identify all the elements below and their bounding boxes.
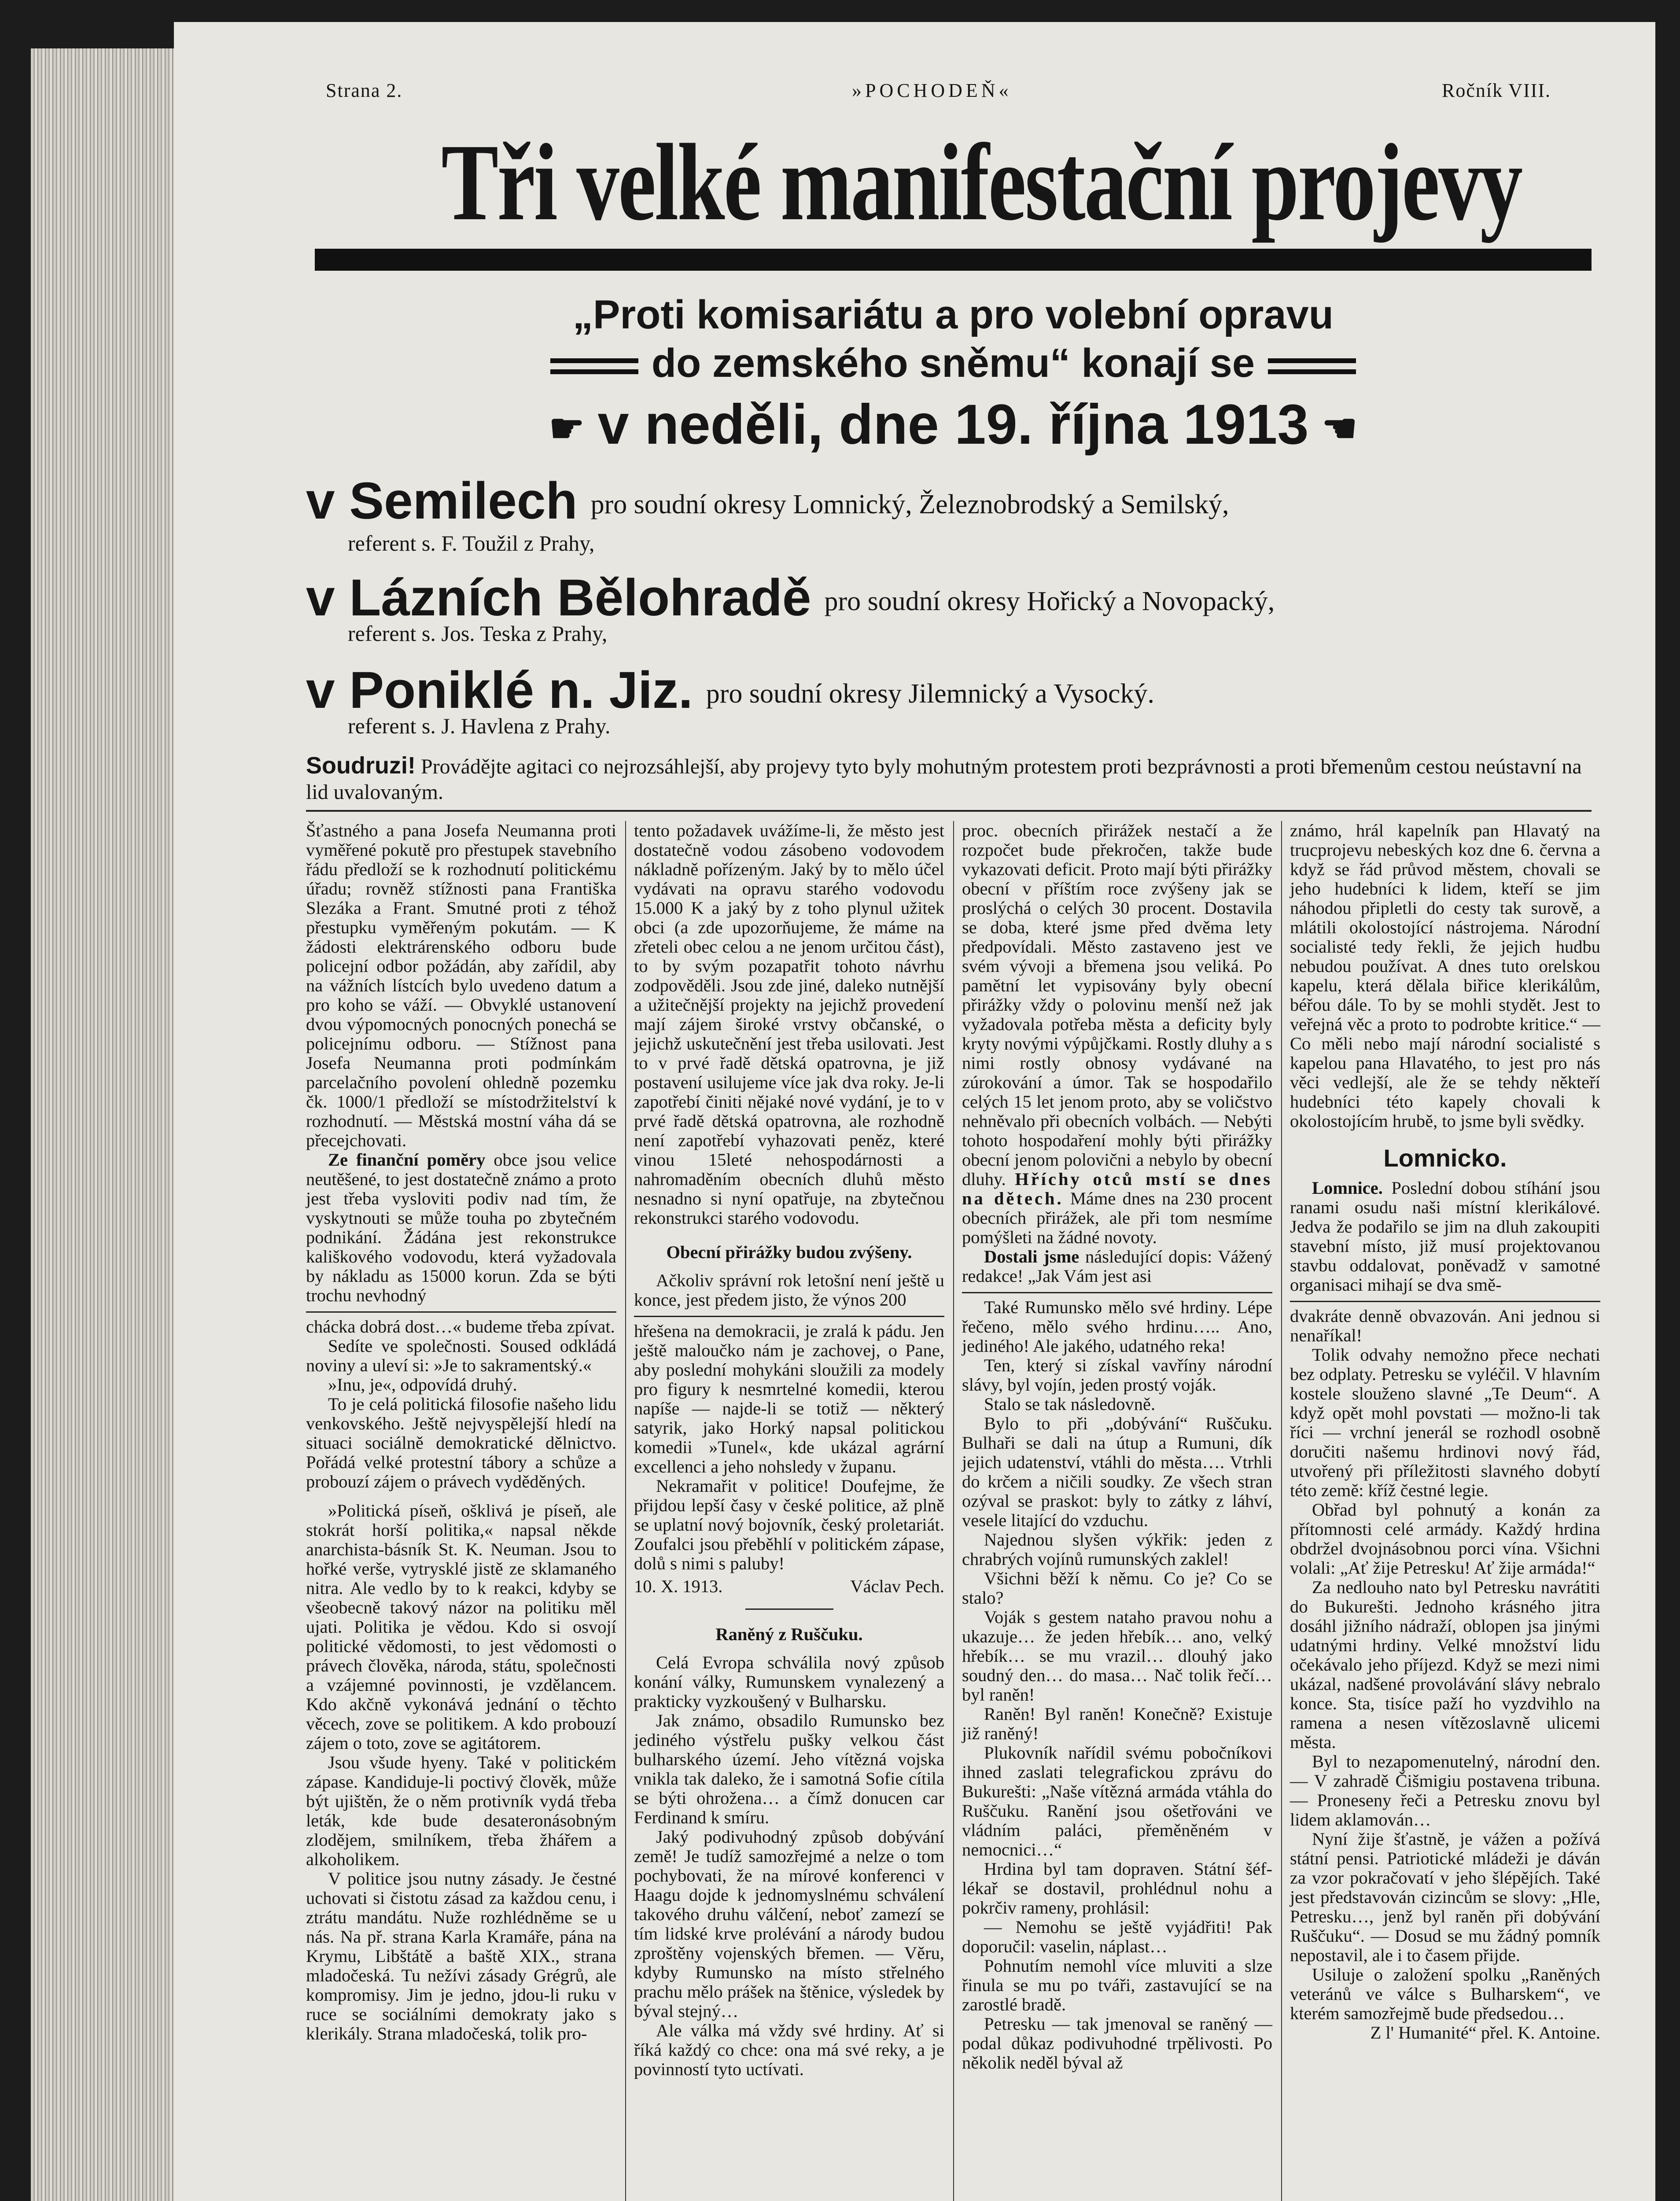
article-text: Raněn! Byl raněn! Konečně? Existuje již raněný! [962,1704,1272,1743]
column-divider [953,821,954,2201]
meeting-place: v Lázních Bělohradě [306,569,811,627]
meeting-place: v Semilech [306,472,578,530]
section-heading: Obecní přirážky budou zvýšeny. [666,1242,912,1262]
article-source: Z l' Humanité“ přel. K. Antoine. [1370,2023,1600,2043]
article-text: Jak známo, obsadilo Rumunsko bez jediného výstřelu pušky velkou část bulharského území. Jeho vítězná vojska vnikla tak daleko, že i samotná Sofie cítila se býti ohrožena… a čímž donucen car Ferdinand k smíru. [634,1711,944,1827]
appeal-text: Provádějte agitaci co nejrozsáhlejší, aby projevy tyto byly mohutným protestem proti bezprávnosti a proti břemenům cestou neústavní na lid uvalovaným. [306,755,1582,804]
article-text: Sedíte ve společnosti. Soused odkládá noviny a uleví si: »Je to sakramentský.« [306,1336,616,1375]
column-rule [306,1311,616,1313]
article-title: Raněný z Ruščuku. [715,1624,863,1644]
newspaper-page [174,22,1655,2201]
article-text: Ten, který si získal vavříny národní slávy, byl vojín, jeden prostý voják. [962,1355,1272,1395]
article-text: Obřad byl pohnutý a konán za přítomnosti celé armády. Každý hrdina obdržel dvojnásobnou porci vína. Všichni volali: „Ať žije Petresku! Ať žije armáda!“ [1290,1500,1600,1578]
subtitle-line-2: do zemského sněmu“ konají se [315,339,1592,387]
section-heading: Lomnicko. [1383,1144,1507,1172]
column-4 [1290,821,1600,2043]
article-text: Pohnutím nemohl více mluviti a slze řinula se mu po tváři, zastavující se na zarostlé bradě. [962,1956,1272,2014]
article-text: »Politická píseň, ošklivá je píseň, ale stokrát horší politika,« napsal někde anarchista-básník St. K. Neuman. Jsou to hořké verše, vytrysklé jistě ze sklamaného nitra. Ale vedlo by to k reakci, kdyby se všeobecně takový názor na politiku měl ujati. Politika je vědou. Kdo si osvojí politické vědomosti, to jest vědomosti o právech člověka, národa, státu, společnosti a vzájemné povinnosti, je vzdělancem. Kdo akčně vykonává jednání o těchto věcech, zove se politikem. A kdo probouzí zájem o toto, zove se agitátorem. [306,1501,616,1753]
article-text: Šťastného a pana Josefa Neumanna proti vyměřené pokutě pro přestupek stavebního řádu předloží se k rozhodnutí politickému úřadu; rovněž stížnosti pana Františka Slezáka a Frant. Smutné proti z téhož přestupku vyměřeným pokutám. — K žádosti elektrárenského odboru bude policejní odbor požádán, aby zařídil, aby na vážních lístcích bylo uvedeno datum a pro koho se váží. — Obvyklé ustanovení dvou výpomocných ponocných ponechá se policejnímu odboru. — Stížnost pana Josefa Neumanna proti podmínkám parcelačního povolení ohledně pozemku čk. 1000/1 předloží se místodržitelství k rozhodnutí. — Městská mostní váha dá se přecejchovati. [306,821,616,1150]
article-text: Ze finanční poměry obce jsou velice neutěšené, to jest dostatečně známo a proto jest třeba vysloviti podiv nad tím, že vyskytnouti se může touha po zbytečném podnikání. Žádána jest rekonstrukce kališkového vodovodu, která vyžadovala by nákladu as 15000 korun. Zda se býti trochu nevhodný [306,1150,616,1305]
column-rule [962,1292,1272,1293]
meeting-districts: pro soudní okresy Hořický a Novopacký, [824,586,1275,617]
article-text: chácka dobrá dost…« budeme třeba zpívat. [306,1317,615,1336]
meeting-semily [306,471,1229,531]
article-text: známo, hrál kapelník pan Hlavatý na trucprojevu nebeských koz dne 6. června a když se řád průvod městem, chovali se jeho hudebníci k lidem, kteří se jim náhodou připletli do cesty tak surově, a mlátili okolostojící nástrojema. Národní socialisté tedy řekli, že jejich hudbu nebudou používat. A dnes tuto orelskou kapelu, která dělala biřice klerikálům, béřou dále. To by se mohli stydět. Jest to veřejná věc a proto to podrobte kritice.“ — Co měli nebo mají národní socialisté s kapelou pana Hlavatého, to jest pro nás věci vedlejší, ale že se tehdy někteří hudebníci této kapely chovali k okolostojícím hrubě, to jsme byli svědky. [1290,821,1600,1131]
article-text: Najednou slyšen výkřik: jeden z chrabrých vojínů rumunských zaklel! [962,1530,1272,1569]
article-text: hřešena na demokracii, je zralá k pádu. Jen ještě maloučko nám je zachovej, o Pane, aby poslední mohykáni sloužili za modely pro figury k nesmrtelné komedii, kterou napíše — najde-li se totiž — některý satyrik, jako Horký napsal politickou komedii »Tunel«, kde ukázal agrární excellenci a jeho nohsledy v županu. [634,1321,944,1476]
meeting-districts: pro soudní okresy Jilemnický a Vysocký. [706,679,1155,709]
short-rule [745,1608,833,1610]
meeting-referent: referent s. J. Havlena z Prahy. [348,714,611,738]
article-text: Byl to nezapomenutelný, národní den. — V zahradě Čišmigiu postavena tribuna. — Proneseny řeči a Petresku znovu byl lidem aklamován… [1290,1752,1600,1829]
appeal [306,753,1592,805]
article-text: Také Rumunsko mělo své hrdiny. Lépe řečeno, mělo svého hrdinu….. Ano, jediného! Ale jakého, udatného reka! [962,1297,1272,1356]
article-text: Nyní žije šťastně, je vážen a požívá státní pensi. Patriotické mládeži je dáván za vzor pokračovatí v jeho šlépějích. Také jest představován cizincům se slovy: „Hle, Petresku…, jenž byl raněn při dobývání Ruščuku“. — Dosud se mu žádný pomník nepostavil, ale i to časem přijde. [1290,1829,1600,1965]
page-number-label: Strana 2. [326,80,403,101]
article-text: Celá Evropa schválila nový způsob konání války, Rumunskem vynalezený a prakticky vyzkoušený v Bulharsku. [634,1653,944,1711]
signature: 10. X. 1913. Václav Pech. [634,1576,944,1596]
article-text: Všichni běží k němu. Co je? Co se stalo? [962,1568,1272,1608]
volume-label: Ročník VIII. [1442,80,1551,101]
meeting-referent: referent s. Jos. Teska z Prahy, [348,621,608,646]
article-text: dvakráte denně obvazován. Ani jednou si nenaříkal! [1290,1306,1600,1345]
article-text: Plukovník nařídil svému pobočníkovi ihned zaslati telegrafickou zprávu do Bukurešti: „Naše vítězná armáda vtáhla do Ruščuku. Ranění jsou ošetřováni ve vládním paláci, přeměněném v nemocnici…“ [962,1743,1272,1859]
column-divider [625,821,626,2201]
article-text: »Inu, je«, odpovídá druhý. [328,1375,517,1395]
column-1 [306,821,616,2043]
article-text: Bylo to při „dobývání“ Ruščuku. Bulhaři se dali na útup a Rumuni, dík jejich udatenství, vtáhli do města…. Vtrhli do krčem a ničili soudky. Ze všech stran ozýval se praskot: byly to zátky z láhví, vesele litající do vzduchu. [962,1413,1272,1530]
column-divider [1281,821,1282,2201]
ornament-bars-left [550,358,638,374]
article-text: Tolik odvahy nemožno přece nechati bez odplaty. Petresku se vyléčil. V hlavním kostele slouženo slavné „Te Deum“. A když opět mohl povstati — možno-li tak říci — vrchní jenerál se rozhodl osobně doručiti našemu hrdinovi nový řád, utvořený při příležitosti slavného dobytí této země: kříž čestné legie. [1290,1345,1600,1500]
article-text: Nekramařit v politice! Doufejme, že přijdou lepší časy v české politice, až plně se uplatní nový bojovník, český proletariát. Zoufalci jsou přeběhlí v politickém zápase, dolů s nimi s paluby! [634,1476,944,1573]
article-text: Usiluje o založení spolku „Raněných veteránů ve válce s Bulharskem“, ve kterém samozřejmě bude předsedou… [1290,1965,1600,2023]
book-page-edges [31,48,176,2201]
article-text: V politice jsou nutny zásady. Je čestné uchovati si čistotu zásad za každou cenu, i ztrátu mandátu. Nuže rozhlédněme se u nás. Na př. strana Karla Kramáře, pána na Krymu, Libštátě a baště XIX., strana mladočeská. Tu nežívi zásady Grégrů, ale kompromisy. Jim je jedno, jdou-li ruku v ruce se sociálními demokraty jako s klerikály. Strana mladočeská, tolik pro- [306,1869,616,2043]
article-text: Ale válka má vždy své hrdiny. Ať si říká každý co chce: ona má své reky, a je povinností tyto uctívati. [634,2021,944,2079]
pointing-hand-right-icon: ☛ [549,407,585,451]
pointing-hand-left-icon: ☚ [1322,407,1358,451]
meeting-districts: pro soudní okresy Lomnický, Železnobrodský a Semilský, [590,490,1229,520]
meeting-referent: referent s. F. Toužil z Prahy, [348,531,595,556]
newspaper-name: »POCHODEŇ« [852,80,1012,101]
ornament-bars-right [1268,358,1356,374]
column-2 [634,821,944,2079]
subtitle-line-1: „Proti komisariátu a pro volební opravu [573,292,1334,337]
article-text: Dostali jsme následující dopis: Vážený redakce! „Jak Vám jest asi [962,1247,1272,1286]
meeting-ponikla [306,660,1154,720]
column-3 [962,821,1272,2072]
article-text: proc. obecních přirážek nestačí a že rozpočet bude překročen, takže bude vykazovati deficit. Proto mají býti přirážky obecní v příštím roce zvýšeny jak se proslýchá o celých 30 procent. Dostavila se doba, které jsme před dvěma lety předpovídali. Město zastaveno jest ve svém vývoji a břemena jsou veliká. Po pamětní let vypisovány byly obecní přirážky vždy o polovinu menší než jak vyžadovala potřeba města a deficity byly kryty novými výpůjčkami. Rostly dluhy a s nimi rostly obnosy vydávané na zúrokování a úmor. Tak se hospodařilo celých 15 let jenom proto, aby se voličstvo nehněvalo při obecních volbách. — Nebýti tohoto hospodaření mohly býti přirážky obecní jenom polovični a nebylo by obecní dluhy. Hříchy otců mstí se dnes na dětech. Máme dnes na 230 procent obecních přirážek, ale při tom nesmíme pomýšleti na žádné novoty. [962,821,1273,1247]
appeal-lead: Soudruzi! [306,752,416,779]
headline-rule [315,249,1592,271]
article-text: Petresku — tak jmenoval se raněný — podal důkaz podivuhodné trpělivosti. Po několik neděl býval až [962,2014,1272,2072]
article-text: Hrdina byl tam dopraven. Státní šéf-lékař se dostavil, prohlédnul nohu a pokrčiv rameny, prohlásil: [962,1859,1272,1918]
article-text: Voják s gestem nataho pravou nohu a ukazuje… že jeden hřebík… ano, velký hřebík… se mu vrazil… dlouhý jako soudný den… do masa… Nač tolik řečí… byl raněn! [962,1607,1272,1704]
headline: Tři velké manifestační projevy [441,121,1522,243]
article-text: Jaký podivuhodný způsob dobývání země! Je tudíž samozřejmé a nelze o tom pochybovati, že na mírové konferenci v Haagu dojde k jednomyslnému schválení takového druhu válčení, neboť zamezí se tím lidské krve prolévání a národy budou zproštěny vojenských břemen. — Věru, kdyby Rumunsko na místo střelného prachu mělo prášek na štěnice, výsledek by býval stejný… [634,1827,944,2021]
article-text: Lomnice. Poslední dobou stíhání jsou ranami osudu naši místní klerikálové. Jedva že podařilo se jim na dluh zakoupiti stavební místo, již musí projektovanou stavbu oddalovat, poněvadž v samotné organisaci mihají se dva smě- [1290,1178,1600,1295]
subtitle-line-3: ☛ v neděli, dne 19. října 1913 ☚ [315,392,1592,462]
article-text: — Nemohu se ještě vyjádřiti! Pak doporučil: vaselin, náplast… [962,1917,1272,1956]
article-text: tento požadavek uvážíme-li, že město jest dostatečně vodou zásobeno vodovodem nákladně pořízeným. Jaký by to mělo účel vydávati na opravu starého vodovodu 15.000 K a jaký by z toho plynul užitek obci (a zde upozorňujeme, že máme na zřeteli obec celou a ne jenom určitou část), to by svým pozapatřit tohoto návrhu zodpověděli. Jsou zde jiné, daleko nutnější a užitečnější projekty na jejichž provedení mají zájem široké vrstvy občanské, o jejichž uskutečnění jest třeba usilovati. Jest to v prvé řadě dětská opatrovna, je již postavení usilujeme více jak dva roky. Je-li zapotřebí činiti nějaké nové vydání, je to v prvé řadě dětská opatrovna, ale rozhodně není zapotřebí vyhazovati peněz, které vinou 15leté nehospodárnosti a nahromaděním obecních dluhů město nesnadno si nyní opatřuje, na zbytečnou rekonstrukci starého vodovodu. [634,821,944,1228]
article-text: Stalo se tak následovně. [984,1394,1156,1414]
article-text: Ačkoliv správní rok letošní není ještě u konce, jest předem jisto, že výnos 200 [634,1270,944,1310]
article-text: To je celá politická filosofie našeho lidu venkovského. Ještě nejvyspělejší hledí na situaci sociálně demokratické dělnictvo. Pořádá velké protestní tábory a schůze a probouzí zájem o právech vyděděných. [306,1394,616,1491]
article-text: Jsou všude hyeny. Také v politickém zápase. Kandiduje-li poctivý člověk, může být ujištěn, že o něm protivník vydá třeba leták, kde bude desateronásobným zlodějem, smilníkem, třeba žhářem a alkoholikem. [306,1752,616,1869]
column-rule [634,1316,944,1317]
article-text: Za nedlouho nato byl Petresku navrátiti do Bukurešti. Jednoho krásného jitra dosáhl jižního nádraží, oblopen jsa jinými udatnými hrdiny. Velké množství lidu očekávalo jeho příjezd. Když se mezi nimi ukázal, nadšené provolávání slávy nebralo konce. Sta, tisíce paží ho vyzdvihlo na ramena a nesen vítězoslavně ulicemi města. [1290,1577,1600,1752]
column-rule [1290,1301,1600,1302]
section-separator [306,810,1592,812]
meeting-belohrad [306,568,1275,628]
meeting-place: v Poniklé n. Jiz. [306,661,693,719]
